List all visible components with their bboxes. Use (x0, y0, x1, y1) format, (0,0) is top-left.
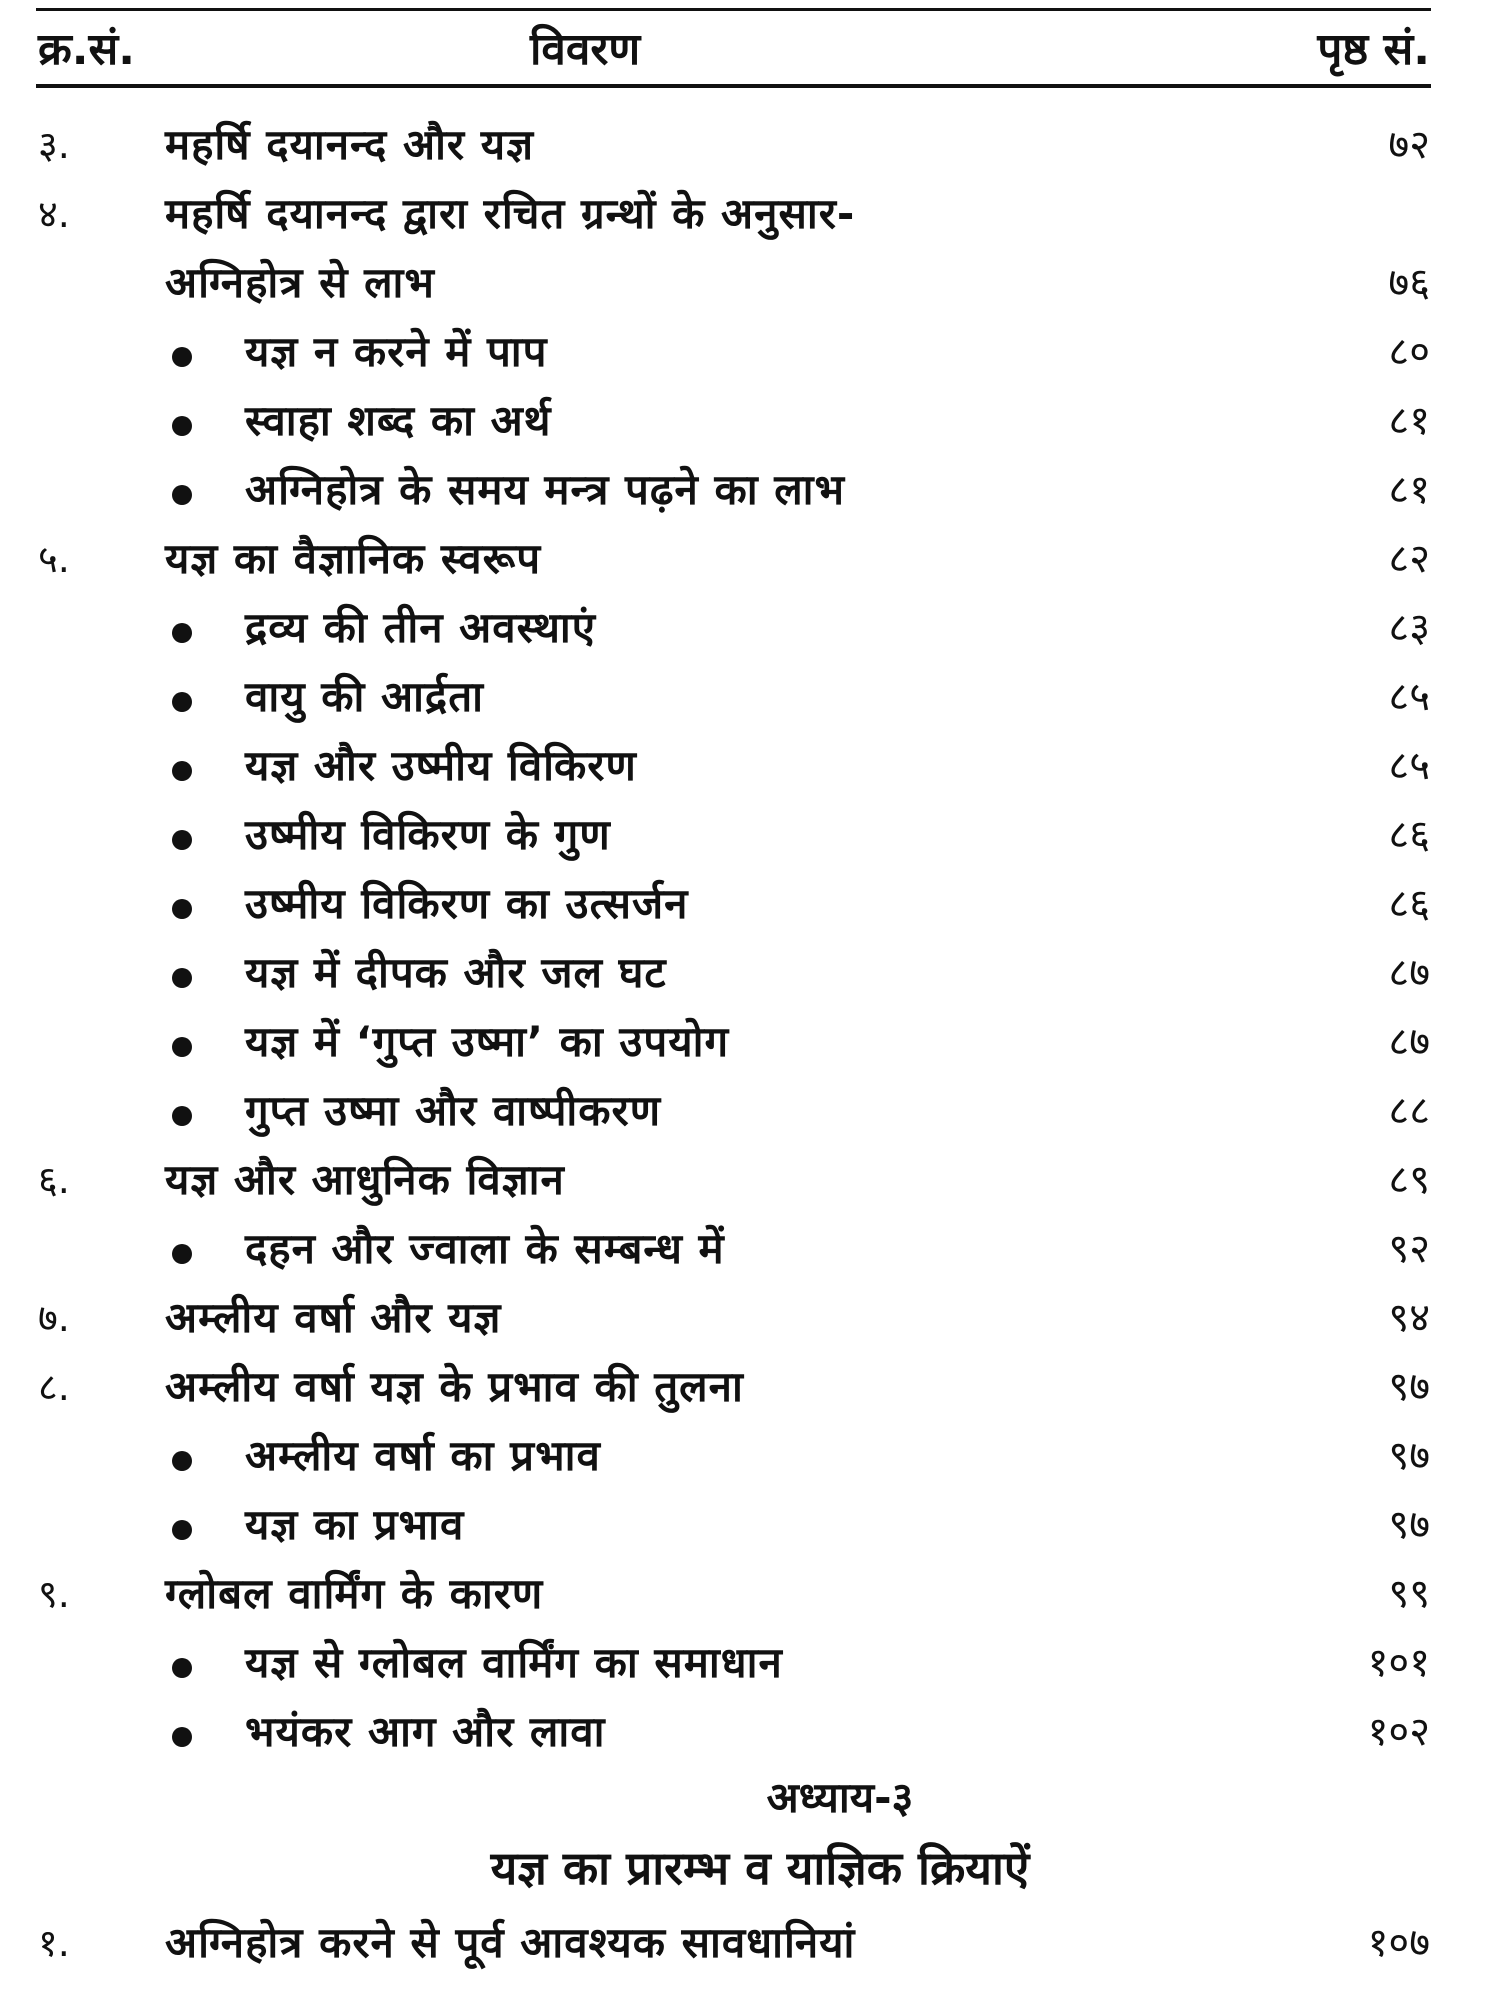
bullet-icon (172, 1037, 192, 1057)
toc-subrow (0, 664, 1500, 733)
row-page: १०१ (1367, 1640, 1430, 1686)
row-page: ७२ (1388, 122, 1430, 168)
toc-row (0, 1910, 1500, 1979)
toc-subrow (0, 319, 1500, 388)
bullet-icon (172, 1451, 192, 1471)
bullet-icon (172, 416, 192, 436)
toc-subrow (0, 1078, 1500, 1147)
toc-subrow (0, 388, 1500, 457)
row-page: ८८ (1388, 1088, 1430, 1134)
row-title: उष्मीय विकिरण का उत्सर्जन (245, 879, 689, 928)
toc-subrow (0, 1216, 1500, 1285)
row-page: ८१ (1388, 467, 1430, 513)
row-page: ८० (1388, 329, 1430, 375)
toc-row (0, 526, 1500, 595)
header-description: विवरण (530, 24, 641, 75)
row-title: यज्ञ का प्रभाव (245, 1500, 465, 1549)
bullet-icon (172, 1244, 192, 1264)
toc-row (0, 1354, 1500, 1423)
row-number: ६. (38, 1158, 70, 1202)
bullet-icon (172, 692, 192, 712)
bullet-icon (172, 830, 192, 850)
row-title: यज्ञ में ‘गुप्त उष्मा’ का उपयोग (245, 1017, 730, 1066)
row-page: ८१ (1388, 398, 1430, 444)
toc-row (0, 250, 1500, 319)
row-title: यज्ञ और उष्मीय विकिरण (245, 741, 637, 790)
header-rule (36, 84, 1431, 88)
row-title: यज्ञ में दीपक और जल घट (245, 948, 667, 997)
row-title: अम्लीय वर्षा यज्ञ के प्रभाव की तुलना (165, 1362, 744, 1411)
row-page: ९४ (1388, 1295, 1430, 1341)
row-number: ९. (38, 1572, 70, 1616)
row-title: ग्लोबल वार्मिंग के कारण (165, 1569, 544, 1618)
row-page: ८६ (1388, 881, 1430, 927)
row-page: ८७ (1388, 1019, 1430, 1065)
row-title: अग्निहोत्र से लाभ (165, 258, 435, 307)
bullet-icon (172, 623, 192, 643)
toc-row (0, 1285, 1500, 1354)
bullet-icon (172, 347, 192, 367)
toc-subrow (0, 595, 1500, 664)
row-page: ८२ (1388, 536, 1430, 582)
header-page: पृष्ठ सं. (1317, 24, 1430, 75)
row-page: १०२ (1367, 1709, 1430, 1755)
toc-row (0, 181, 1500, 250)
chapter-title-text: यज्ञ का प्रारम्भ व याज्ञिक क्रियाऐं (490, 1841, 1030, 1895)
row-page: ७६ (1388, 260, 1430, 306)
toc-subrow (0, 1423, 1500, 1492)
row-title: अग्निहोत्र के समय मन्त्र पढ़ने का लाभ (245, 465, 846, 514)
row-number: ३. (38, 123, 70, 167)
row-page: ८६ (1388, 812, 1430, 858)
bullet-icon (172, 1520, 192, 1540)
toc-row (0, 1147, 1500, 1216)
toc-subrow (0, 1630, 1500, 1699)
row-title: महर्षि दयानन्द द्वारा रचित ग्रन्थों के अनुसार- (165, 189, 856, 238)
row-page: ९७ (1388, 1502, 1430, 1548)
bullet-icon (172, 1106, 192, 1126)
row-title: अम्लीय वर्षा और यज्ञ (165, 1293, 502, 1342)
bullet-icon (172, 485, 192, 505)
row-page: ९७ (1388, 1364, 1430, 1410)
toc-subrow (0, 733, 1500, 802)
row-title: उष्मीय विकिरण के गुण (245, 810, 611, 859)
row-page: १०७ (1367, 1920, 1430, 1966)
row-number: ४. (38, 192, 70, 236)
toc-subrow (0, 457, 1500, 526)
top-rule (36, 8, 1431, 11)
row-title: यज्ञ न करने में पाप (245, 327, 548, 376)
toc-subrow (0, 1699, 1500, 1768)
row-title: दहन और ज्वाला के सम्बन्ध में (245, 1224, 725, 1273)
bullet-icon (172, 761, 192, 781)
row-title: गुप्त उष्मा और वाष्पीकरण (245, 1086, 662, 1135)
bullet-icon (172, 1727, 192, 1747)
row-title: महर्षि दयानन्द और यज्ञ (165, 120, 534, 169)
row-page: ९९ (1388, 1571, 1430, 1617)
row-page: ८५ (1388, 674, 1430, 720)
toc-subrow (0, 871, 1500, 940)
row-number: ७. (38, 1296, 70, 1340)
row-title: अग्निहोत्र करने से पूर्व आवश्यक सावधानियां (165, 1918, 856, 1967)
row-title: द्रव्य की तीन अवस्थाएं (245, 603, 597, 652)
header-serial: क्र.सं. (38, 24, 135, 75)
row-title: भयंकर आग और लावा (245, 1707, 606, 1756)
row-page: ९७ (1388, 1433, 1430, 1479)
row-page: ८७ (1388, 950, 1430, 996)
toc-subrow (0, 940, 1500, 1009)
row-title: यज्ञ का वैज्ञानिक स्वरूप (165, 534, 542, 583)
row-number: ८. (38, 1365, 70, 1409)
toc-subrow (0, 1009, 1500, 1078)
row-page: ८९ (1388, 1157, 1430, 1203)
toc-row (0, 112, 1500, 181)
bullet-icon (172, 899, 192, 919)
bullet-icon (172, 1658, 192, 1678)
row-number: १. (38, 1921, 70, 1965)
row-page: ८३ (1388, 605, 1430, 651)
chapter-label-text: अध्याय-३ (766, 1773, 914, 1822)
toc-list (0, 112, 1500, 1979)
bullet-icon (172, 968, 192, 988)
toc-row (0, 1561, 1500, 1630)
row-title: यज्ञ और आधुनिक विज्ञान (165, 1155, 565, 1204)
row-page: ९२ (1388, 1226, 1430, 1272)
row-number: ५. (38, 537, 70, 581)
row-title: वायु की आर्द्रता (245, 672, 485, 721)
row-title: अम्लीय वर्षा का प्रभाव (245, 1431, 601, 1480)
chapter-title (0, 1834, 1500, 1910)
row-page: ८५ (1388, 743, 1430, 789)
row-title: यज्ञ से ग्लोबल वार्मिंग का समाधान (245, 1638, 783, 1687)
chapter-label (0, 1768, 1500, 1834)
toc-subrow (0, 1492, 1500, 1561)
row-title: स्वाहा शब्द का अर्थ (245, 396, 552, 445)
toc-subrow (0, 802, 1500, 871)
